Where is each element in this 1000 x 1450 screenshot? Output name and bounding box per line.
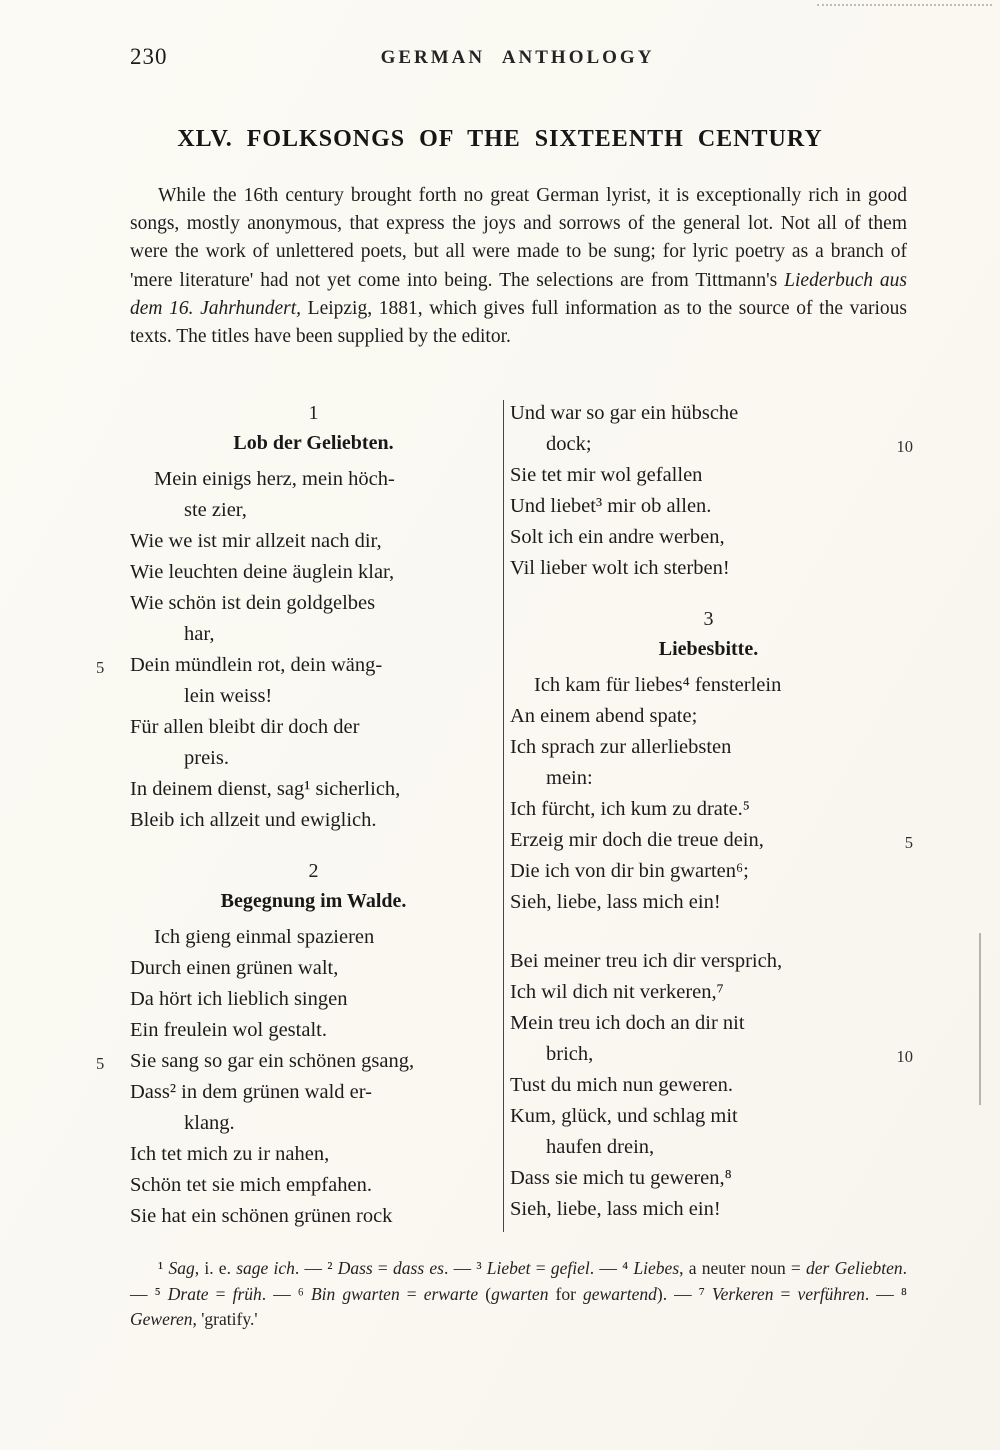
intro-paragraph [130,182,907,351]
verse-text: Bei meiner treu ich dir versprich, [510,950,783,972]
verse-line [130,1077,497,1108]
footnote-text: , 'gratify.' [192,1309,258,1329]
footnote-text: = [773,1283,798,1304]
footnote-text: , a neuter noun = [679,1258,807,1278]
footnote-text: ¹ [158,1258,169,1278]
verse-text: har, [184,623,215,645]
verse-text: lein weiss! [184,685,273,707]
verse-text: In deinem dienst, sag¹ sicherlich, [130,778,401,800]
verse-line [510,429,913,460]
line-number: 5 [96,658,105,677]
footnote-text: = [372,1258,394,1278]
footnote-term-italic: verführen [797,1283,865,1304]
verse-line [96,1046,497,1077]
verse-text: Sie hat ein schönen grünen rock [130,1205,393,1227]
verse-text: Sie sang so gar ein schönen gsang, [130,1050,415,1072]
two-column-layout [96,398,913,1232]
verse-text: Ich tet mich zu ir nahen, [130,1143,330,1165]
verse-text: Ich fürcht, ich kum zu drate.⁵ [510,798,750,820]
footnote-text: = [530,1258,551,1278]
footnote-term-italic: gewartend [583,1283,657,1304]
verse-text: Sie tet mir wol gefallen [510,464,703,486]
verse-line [510,1194,907,1225]
footnote-term-italic: Verkeren [711,1283,774,1304]
verse-text: Vil lieber wolt ich sterben! [510,557,730,579]
verse-text: An einem abend spate; [510,705,698,727]
section-title: XLV. FOLKSONGS OF THE SIXTEENTH CENTURY [177,126,823,152]
verse-line [130,1170,497,1201]
page-number: 230 [130,44,168,69]
verse-line [130,1015,497,1046]
verse-line [510,522,907,553]
verse-line [130,1139,497,1170]
footnote-text: . — ⁶ [261,1283,311,1304]
verse-line [130,1108,497,1139]
verse-text: Ich sprach zur allerliebsten [510,736,732,758]
stanza [96,464,497,836]
stanza [510,946,913,1225]
verse-line [130,526,497,557]
footnote-term-italic: gwarten [491,1283,549,1304]
stanza [510,670,913,918]
verse-line [510,1163,907,1194]
verse-line [510,701,907,732]
verse-line [130,681,497,712]
poem-number: 1 [308,402,319,424]
line-number: 10 [896,1047,913,1066]
verse-line [510,887,907,918]
verse-line [130,743,497,774]
verse-text: dock; [546,433,592,455]
footnote-term-italic: Geweren [130,1309,193,1329]
verse-text: Die ich von dir bin gwarten⁶; [510,860,749,882]
verse-line [510,1101,907,1132]
verse-text: Da hört ich lieblich singen [130,988,348,1010]
verse-line [130,712,497,743]
verse-text: Für allen bleibt dir doch der [130,716,360,738]
verse-text: Ein freulein wol gestalt. [130,1019,327,1041]
verse-text: Kum, glück, und schlag mit [510,1105,738,1127]
footnote-term-italic: Bin gwarten [310,1283,400,1304]
poem-title: Begegnung im Walde. [220,890,407,912]
stanza [510,398,913,584]
verse-text: Schön tet sie mich empfahen. [130,1174,372,1196]
intro-text-end: Leipzig, 1881, which gives full information as to the source of the various texts. The titles have been supplied by the editor. [130,297,907,348]
verse-line [510,825,913,856]
footnote-text: , i. e. [194,1258,237,1278]
verse-text: Sieh, liebe, lass mich ein! [510,1198,721,1220]
verse-line [130,557,497,588]
footnote-term-italic: dass es [393,1258,444,1278]
poem-number: 2 [308,860,319,882]
running-head-title: GERMAN ANTHOLOGY [380,47,655,68]
running-head [130,44,905,74]
verse-text: Wie we ist mir allzeit nach dir, [130,530,382,552]
verse-line [510,732,907,763]
verse-line [130,495,497,526]
footnote-text: ( [478,1283,492,1304]
verse-line [510,1039,913,1070]
footnote-text: . — ⁴ [589,1258,634,1278]
verse-line [130,984,497,1015]
footnote-term-italic: Sag [168,1258,195,1278]
poem-title: Lob der Geliebten. [233,432,394,454]
intro-text-start: While the 16th century brought forth no great German lyrist, it is exceptionally rich in good songs, mostly anonymous, that express the joys and sorrows of the general lot. Not all of them were the work of unlettered poets, but all were made to be sung; for lyric poetry as a branch of 'mere literature' had not yet come into being. The selections are from Tittmann's [130,185,907,291]
verse-line [96,650,497,681]
verse-line [130,922,497,953]
verse-text: haufen drein, [546,1136,655,1158]
line-number: 10 [896,437,913,456]
verse-text: brich, [546,1043,594,1065]
poem [510,604,913,1225]
poem [510,398,913,584]
verse-text: preis. [184,747,229,769]
verse-text: klang. [184,1112,235,1134]
verse-line [510,946,907,977]
footnote-term-italic: sage ich [236,1258,295,1278]
verse-text: Dass² in dem grünen wald er- [130,1081,372,1103]
verse-text: Mein einigs herz, mein höch- [154,468,395,490]
verse-line [510,491,907,522]
footnote-text: . — ² [294,1258,338,1278]
verse-line [130,805,497,836]
verse-line [510,977,907,1008]
verse-line [510,1008,907,1039]
verse-text: Und liebet³ mir ob allen. [510,495,712,517]
verse-line [510,398,907,429]
verse-text: Und war so gar ein hübsche [510,402,739,424]
verse-text: Bleib ich allzeit und ewiglich. [130,809,377,831]
footnote-term-italic: der Geliebten [806,1258,903,1278]
footnote-term-italic: erwarte [423,1283,479,1304]
column-divider [503,400,504,1232]
footnote-term-italic: früh [232,1283,262,1304]
verse-line [510,1132,907,1163]
footnote-term-italic: gefiel [550,1258,590,1278]
right-column [510,398,913,1232]
verse-line [130,774,497,805]
verse-text: ste zier, [184,499,247,521]
footnotes-block [130,1256,907,1333]
verse-text: Sieh, liebe, lass mich ein! [510,891,721,913]
verse-line [130,953,497,984]
poem-title: Liebesbitte. [658,638,759,660]
footnote-term-italic: Liebes [633,1258,680,1278]
footnote-text: . — ⁸ [864,1283,907,1304]
verse-line [510,763,907,794]
footnote-term-italic: Drate [167,1283,209,1304]
verse-text: mein: [546,767,593,789]
verse-line [510,460,907,491]
verse-line [510,1070,907,1101]
footnote-text: for [548,1283,583,1304]
verse-text: Ich kam für liebes⁴ fensterlein [534,674,782,696]
line-number: 5 [96,1054,105,1073]
verse-line [130,619,497,650]
left-column [96,398,497,1232]
scan-artifact-edge-mark [979,933,981,1105]
poem [96,398,497,836]
footnote-text: = [208,1283,233,1304]
verse-text: Erzeig mir doch die treue dein, [510,829,764,851]
footnote-term-italic: Dass [337,1258,373,1278]
scan-artifact-dots [817,4,992,6]
verse-text: Dass sie mich tu geweren,⁸ [510,1167,732,1189]
verse-text: Wie schön ist dein goldgelbes [130,592,376,614]
footnote-text: = [399,1283,424,1304]
footnote-text: . — ⁵ [130,1258,907,1304]
verse-line [130,588,497,619]
verse-line [510,670,907,701]
verse-line [510,553,907,584]
verse-text: Mein treu ich doch an dir nit [510,1012,745,1034]
verse-text: Wie leuchten deine äuglein klar, [130,561,395,583]
verse-line [510,856,907,887]
verse-text: Ich wil dich nit verkeren,⁷ [510,981,724,1003]
verse-text: Dein mündlein rot, dein wäng- [130,654,383,676]
verse-line [510,794,907,825]
verse-text: Ich gieng einmal spazieren [154,926,375,948]
verse-line [130,1201,497,1232]
poem-number: 3 [703,608,714,630]
stanza [96,922,497,1232]
footnote-text: . — ³ [443,1258,487,1278]
verse-text: Durch einen grünen walt, [130,957,339,979]
poem [96,856,497,1232]
verse-text: Tust du mich nun geweren. [510,1074,734,1096]
verse-text: Solt ich ein andre werben, [510,526,725,548]
verse-line [130,464,497,495]
line-number: 5 [904,833,913,852]
footnote-text: ). — ⁷ [656,1283,712,1304]
book-title-italic: Liederbuch aus dem 16. Jahrhundert, [130,269,908,319]
footnote-term-italic: Liebet [486,1258,531,1278]
